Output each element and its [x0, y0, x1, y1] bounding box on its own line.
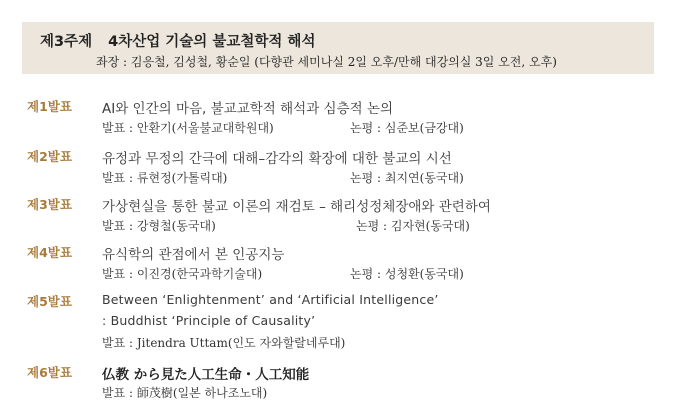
- presentation-title: 가상현실을 통한 불교 이론의 재검토 – 해리성정체장애와 관련하여: [102, 199, 491, 215]
- presentation-label: 제4발표: [27, 245, 72, 260]
- presentation-label: 제1발표: [27, 99, 72, 114]
- presentation-label: 제5발표: [27, 294, 72, 309]
- presentation-label: 제3발표: [27, 197, 72, 212]
- reviewer: 논평 : 성청환(동국대): [350, 267, 464, 281]
- chairs-line: 좌장 : 김응철, 김성철, 황순일 (다향관 세미나실 2일 오후/만해 대강의실 3일 오전, 오후): [96, 55, 557, 69]
- presenter: 발표 : 師茂樹(일본 하나조노대): [102, 386, 268, 400]
- session-header: [22, 22, 654, 74]
- presenter: 발표 : 이진경(한국과학기술대): [102, 267, 263, 281]
- presentation-title: 유정과 무정의 간극에 대해–감각의 확장에 대한 불교의 시선: [102, 151, 452, 167]
- presentation-title-line-1: Between ‘Enlightenment’ and ‘Artificial Intelligence’: [102, 292, 439, 307]
- presenter: 발표 : 강형철(동국대): [102, 219, 216, 233]
- presentation-title: 仏教 から見た人工生命・人工知能: [102, 367, 310, 383]
- theme-title: 4차산업 기술의 불교철학적 해석: [108, 34, 316, 50]
- presenter: 발표 : 안환기(서울불교대학원대): [102, 121, 274, 135]
- session-title: [40, 30, 315, 51]
- presenter: 발표 : 류현정(가톨릭대): [102, 171, 228, 185]
- presentation-label: 제2발표: [27, 149, 72, 164]
- reviewer: 논평 : 심준보(금강대): [350, 121, 464, 135]
- reviewer: 논평 : 최지연(동국대): [350, 171, 464, 185]
- presentation-title-line-2: : Buddhist ‘Principle of Causality’: [102, 313, 316, 328]
- presentation-title: AI와 인간의 마음, 불교교학적 해석과 심층적 논의: [102, 101, 394, 117]
- presentation-title: 유식학의 관점에서 본 인공지능: [102, 247, 285, 263]
- theme-label: 제3주제: [40, 34, 93, 50]
- presentation-label: 제6발표: [27, 365, 72, 380]
- presenter: 발표 : Jitendra Uttam(인도 자와할랄네루대): [102, 336, 346, 350]
- reviewer: 논평 : 김자현(동국대): [356, 219, 470, 233]
